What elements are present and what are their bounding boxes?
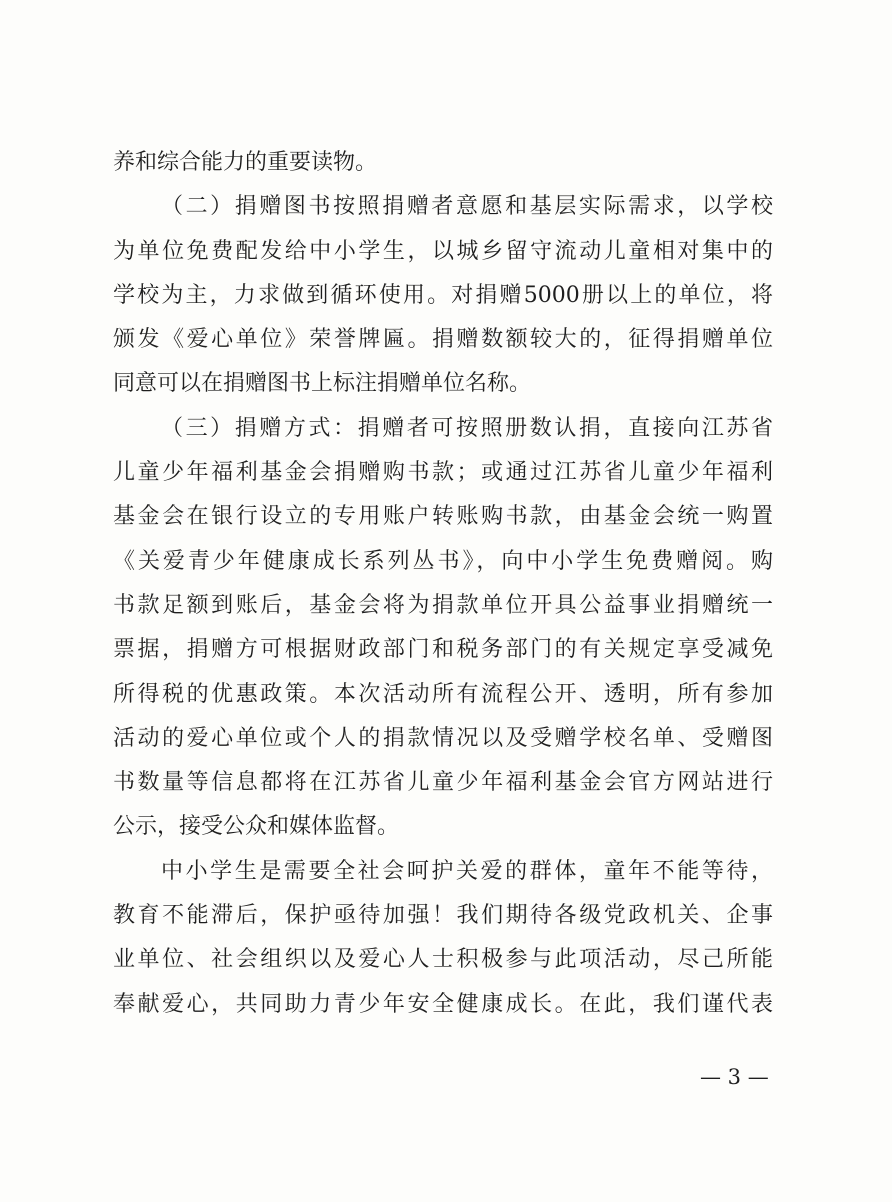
text-line: 书数量等信息都将在江苏省儿童少年福利基金会官方网站进行	[113, 770, 773, 796]
text-line: 业单位、社会组织以及爱心人士积极参与此项活动，尽己所能	[113, 947, 773, 973]
text-line: 学校为主，力求做到循环使用。对捐赠5000册以上的单位，将	[113, 282, 773, 308]
body-text	[113, 141, 773, 1027]
text-line: 票据，捐赠方可根据财政部门和税务部门的有关规定享受减免	[113, 637, 773, 663]
text-line: 书款足额到账后，基金会将为捐款单位开具公益事业捐赠统一	[113, 592, 773, 618]
paragraph-donation-method	[113, 407, 773, 850]
text-line: 奉献爱心，共同助力青少年安全健康成长。在此，我们谨代表	[113, 991, 773, 1017]
text-line: 活动的爱心单位或个人的捐款情况以及受赠学校名单、受赠图	[113, 725, 773, 751]
text-line: 中小学生是需要全社会呵护关爱的群体，童年不能等待，	[161, 858, 773, 884]
text-line: 《关爱青少年健康成长系列丛书》，向中小学生免费赠阅。购	[113, 548, 773, 574]
text-line: 养和综合能力的重要读物。	[113, 150, 378, 175]
page-number: — 3 —	[700, 1065, 769, 1089]
text-line: 基金会在银行设立的专用账户转账购书款，由基金会统一购置	[113, 504, 773, 530]
text-line: 儿童少年福利基金会捐赠购书款；或通过江苏省儿童少年福利	[113, 460, 773, 486]
paragraph-appeal	[113, 850, 773, 1027]
text-line: （二）捐赠图书按照捐赠者意愿和基层实际需求，以学校	[161, 194, 773, 220]
text-line: 同意可以在捐赠图书上标注捐赠单位名称。	[113, 371, 532, 397]
text-line: 公示，接受公众和媒体监督。	[113, 814, 400, 840]
text-line: 颁发《爱心单位》荣誉牌匾。捐赠数额较大的，征得捐赠单位	[113, 327, 773, 353]
paragraph-continuation	[113, 141, 773, 185]
text-line: （三）捐赠方式：捐赠者可按照册数认捐，直接向江苏省	[161, 415, 773, 441]
paragraph-book-distribution	[113, 185, 773, 406]
text-line: 教育不能滞后，保护亟待加强！我们期待各级党政机关、企事	[113, 903, 773, 929]
text-line: 所得税的优惠政策。本次活动所有流程公开、透明，所有参加	[113, 681, 773, 707]
text-line: 为单位免费配发给中小学生，以城乡留守流动儿童相对集中的	[113, 238, 773, 264]
